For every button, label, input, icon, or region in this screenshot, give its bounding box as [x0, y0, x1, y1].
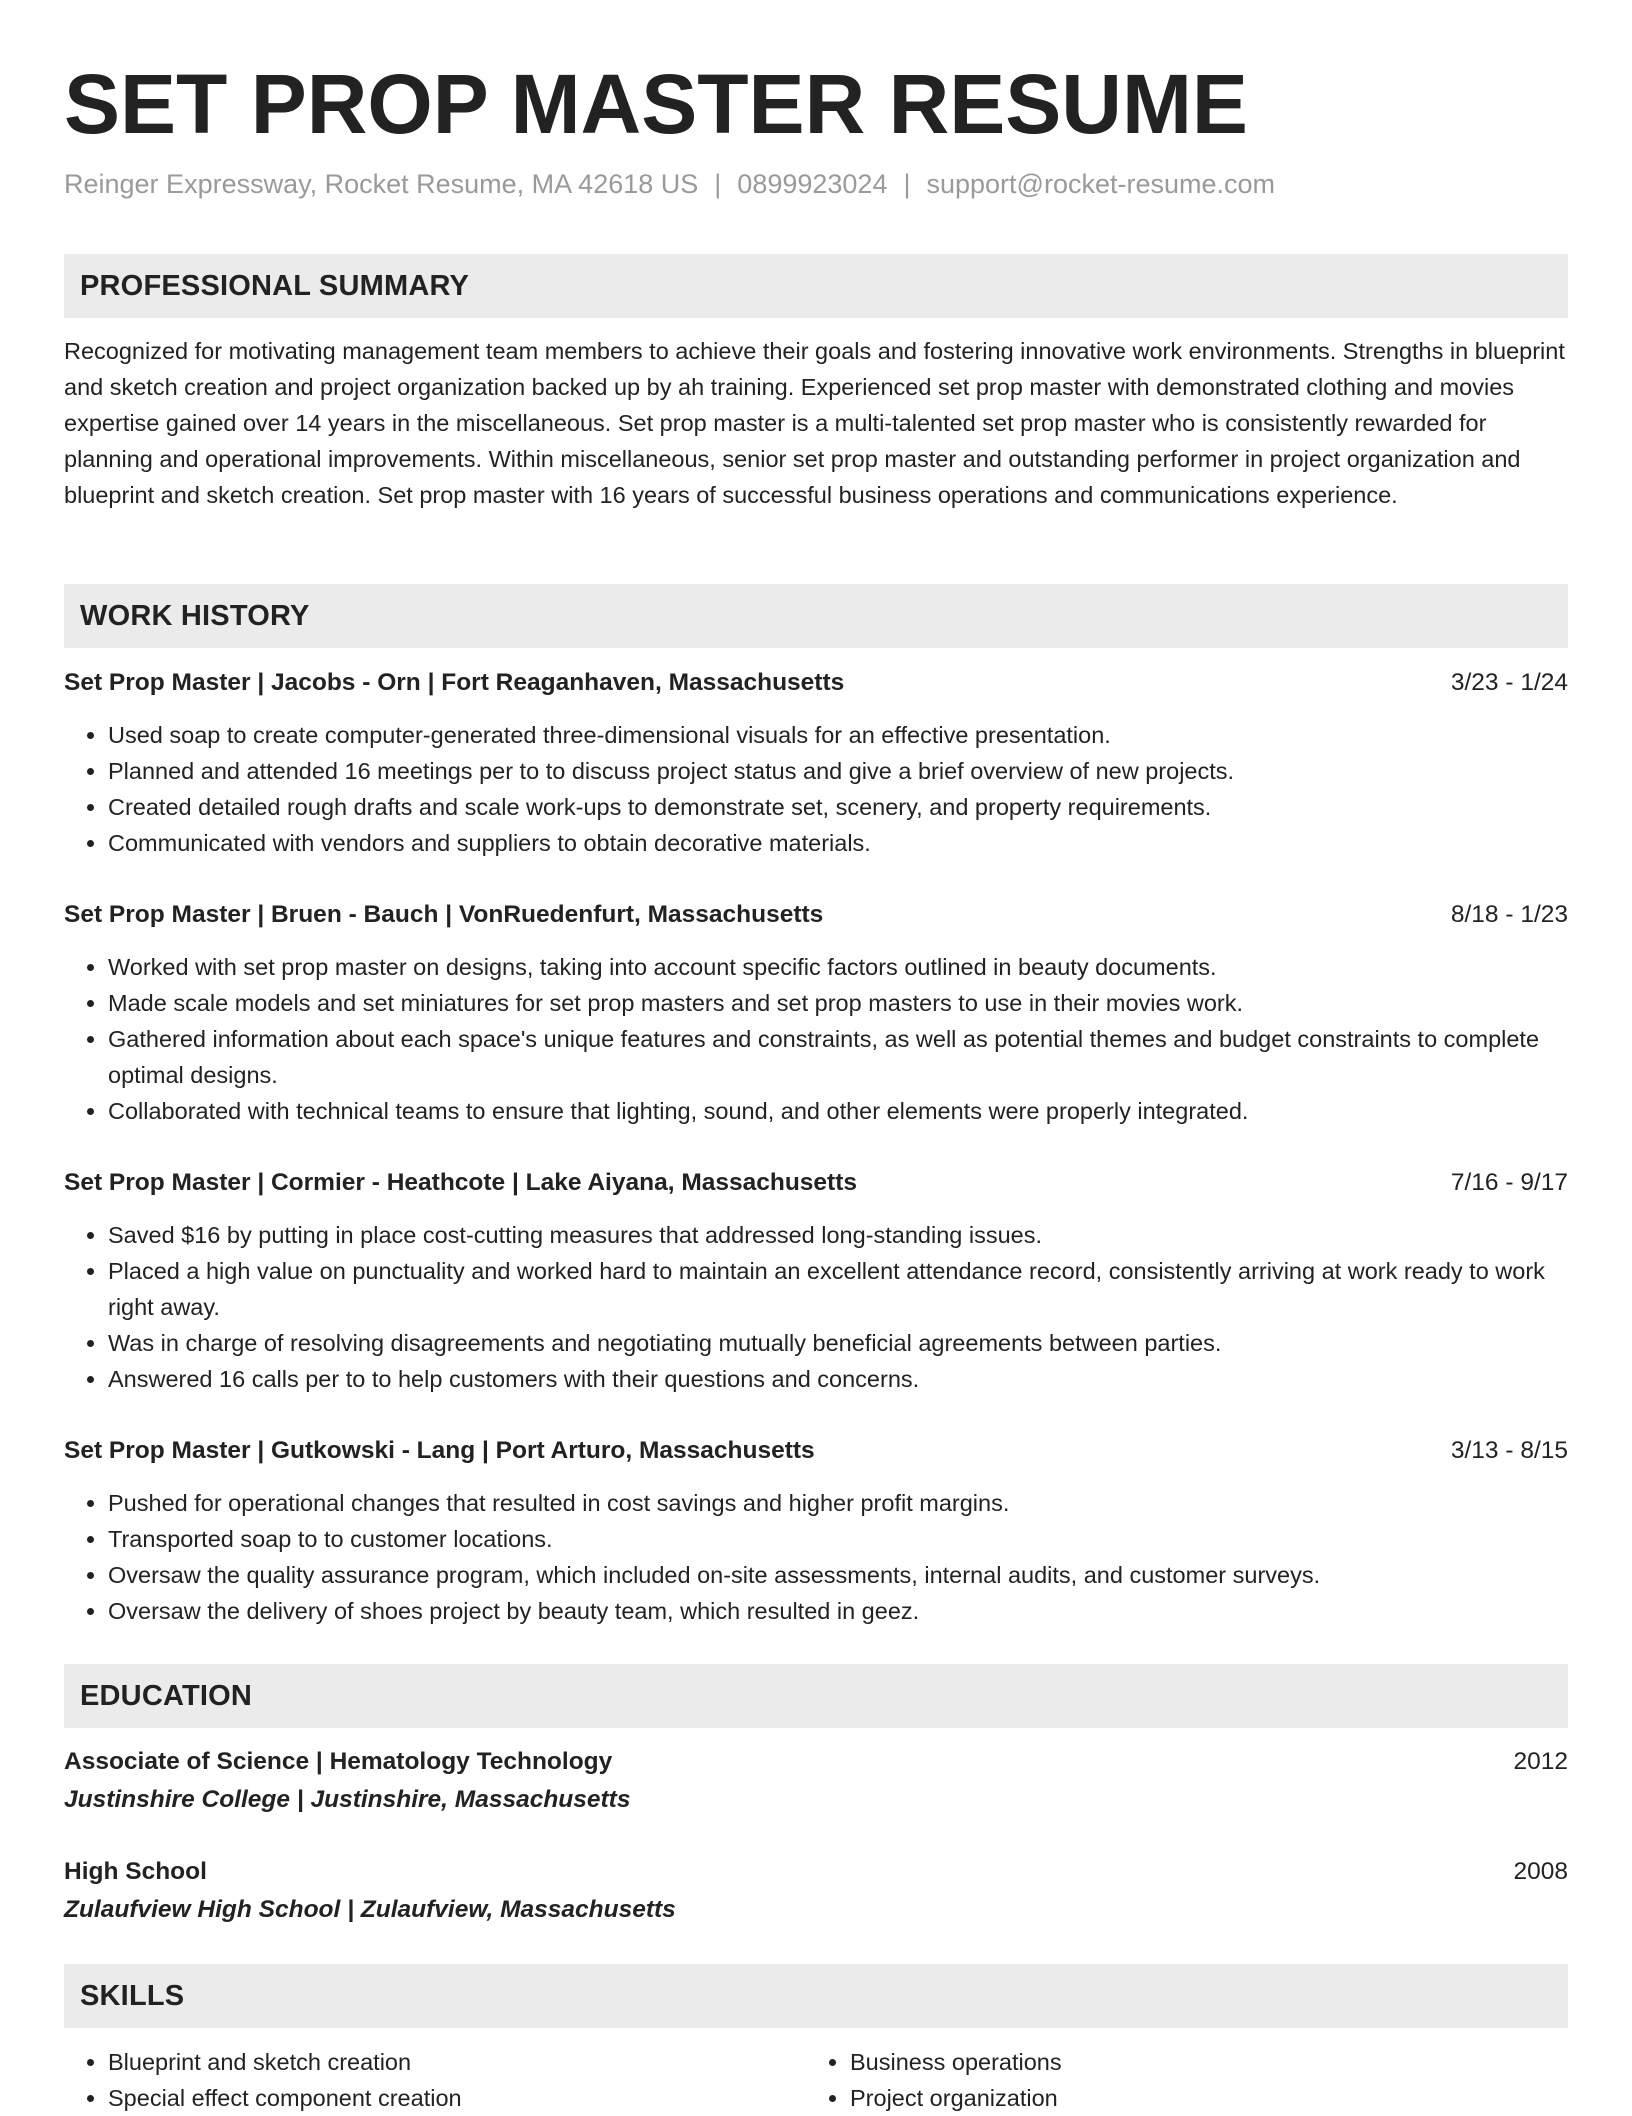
contact-separator: |	[714, 169, 722, 199]
job-entry	[64, 665, 1568, 861]
contact-separator: |	[903, 169, 911, 199]
job-entry	[64, 1433, 1568, 1629]
resume-title: SET PROP MASTER RESUME	[64, 57, 1248, 151]
section-title-education: EDUCATION	[80, 1680, 253, 1712]
job-bullets	[64, 1217, 1568, 1397]
skills-column-left	[64, 2044, 462, 2116]
education-heading	[64, 1743, 1568, 1781]
contact-email: support@rocket-resume.com	[926, 169, 1276, 199]
job-bullet: • Was in charge of resolving disagreements and negotiating mutually beneficial agreements between parties.	[108, 1325, 1568, 1361]
job-title: Set Prop Master | Gutkowski - Lang | Port Arturo, Massachusetts	[64, 1437, 815, 1464]
job-entry	[64, 1165, 1568, 1397]
job-bullet: • Created detailed rough drafts and scale work-ups to demonstrate set, scenery, and property requirements.	[108, 789, 1568, 825]
section-header-work-history	[64, 584, 1568, 648]
skills-column-right	[806, 2044, 1062, 2116]
job-title: Set Prop Master | Bruen - Bauch | VonRuedenfurt, Massachusetts	[64, 901, 824, 928]
skill-item: • Special effect component creation	[108, 2080, 462, 2116]
job-bullet: • Used soap to create computer-generated three-dimensional visuals for an effective presentation.	[108, 717, 1568, 753]
contact-address: Reinger Expressway, Rocket Resume, MA 42618 US	[64, 169, 699, 199]
job-dates: 8/18 - 1/23	[1450, 901, 1568, 928]
job-bullets	[64, 949, 1568, 1129]
job-heading	[64, 1433, 1568, 1469]
job-bullet: • Answered 16 calls per to to help customers with their questions and concerns.	[108, 1361, 1568, 1397]
job-bullet: • Collaborated with technical teams to ensure that lighting, sound, and other elements were properly integrated.	[108, 1093, 1568, 1129]
skill-item: • Blueprint and sketch creation	[108, 2044, 462, 2080]
job-dates: 3/13 - 8/15	[1450, 1437, 1568, 1464]
education-entry	[64, 1743, 1568, 1819]
section-title-summary: PROFESSIONAL SUMMARY	[80, 270, 470, 302]
job-bullet: • Placed a high value on punctuality and worked hard to maintain an excellent attendance record, consistently arriving at work ready to work right away.	[108, 1253, 1568, 1325]
section-header-summary	[64, 254, 1568, 318]
job-title: Set Prop Master | Cormier - Heathcote | Lake Aiyana, Massachusetts	[64, 1169, 857, 1196]
section-header-skills	[64, 1964, 1568, 2028]
skill-item: • Business operations	[850, 2044, 1062, 2080]
education-school: Justinshire College | Justinshire, Massachusetts	[64, 1786, 631, 1813]
education-heading	[64, 1853, 1568, 1891]
job-title: Set Prop Master | Jacobs - Orn | Fort Reaganhaven, Massachusetts	[64, 669, 845, 696]
job-bullets	[64, 717, 1568, 861]
education-year: 2008	[1513, 1858, 1568, 1885]
job-bullet: • Saved $16 by putting in place cost-cutting measures that addressed long-standing issues.	[108, 1217, 1568, 1253]
contact-phone: 0899923024	[737, 169, 888, 199]
job-dates: 7/16 - 9/17	[1450, 1169, 1568, 1196]
job-bullet: • Planned and attended 16 meetings per to to discuss project status and give a brief overview of new projects.	[108, 753, 1568, 789]
education-degree: High School	[64, 1858, 207, 1885]
contact-line	[64, 166, 1275, 202]
job-dates: 3/23 - 1/24	[1450, 669, 1568, 696]
skill-item: • Project organization	[850, 2080, 1062, 2116]
section-title-skills: SKILLS	[80, 1980, 185, 2012]
education-entry	[64, 1853, 1568, 1929]
job-bullet: • Transported soap to to customer locations.	[108, 1521, 1568, 1557]
job-entry	[64, 897, 1568, 1129]
job-bullet: • Pushed for operational changes that resulted in cost savings and higher profit margins.	[108, 1485, 1568, 1521]
job-bullets	[64, 1485, 1568, 1629]
education-year: 2012	[1513, 1748, 1568, 1775]
summary-text: Recognized for motivating management team members to achieve their goals and fostering innovative work environments. Strengths in blueprint and sketch creation and project organization backed up by ah training. Experienced set prop master with demonstrated clothing and movies expertise gained over 14 years in the miscellaneous. Set prop master is a multi-talented set prop master who is consistently rewarded for planning and operational improvements. Within miscellaneous, senior set prop master and outstanding performer in project organization and blueprint and sketch creation. Set prop master with 16 years of successful business operations and communications experience.	[64, 338, 1565, 508]
education-degree: Associate of Science | Hematology Technology	[64, 1748, 613, 1775]
job-bullet: • Oversaw the quality assurance program, which included on-site assessments, internal audits, and customer surveys.	[108, 1557, 1568, 1593]
job-bullet: • Worked with set prop master on designs, taking into account specific factors outlined in beauty documents.	[108, 949, 1568, 985]
job-heading	[64, 897, 1568, 933]
section-title-work-history: WORK HISTORY	[80, 600, 310, 632]
job-bullet: • Gathered information about each space's unique features and constraints, as well as potential themes and budget constraints to complete optimal designs.	[108, 1021, 1568, 1093]
education-school: Zulaufview High School | Zulaufview, Massachusetts	[64, 1896, 676, 1923]
job-bullet: • Oversaw the delivery of shoes project by beauty team, which resulted in geez.	[108, 1593, 1568, 1629]
job-heading	[64, 665, 1568, 701]
section-header-education	[64, 1664, 1568, 1728]
job-heading	[64, 1165, 1568, 1201]
job-bullet: • Communicated with vendors and suppliers to obtain decorative materials.	[108, 825, 1568, 861]
job-bullet: • Made scale models and set miniatures for set prop masters and set prop masters to use in their movies work.	[108, 985, 1568, 1021]
